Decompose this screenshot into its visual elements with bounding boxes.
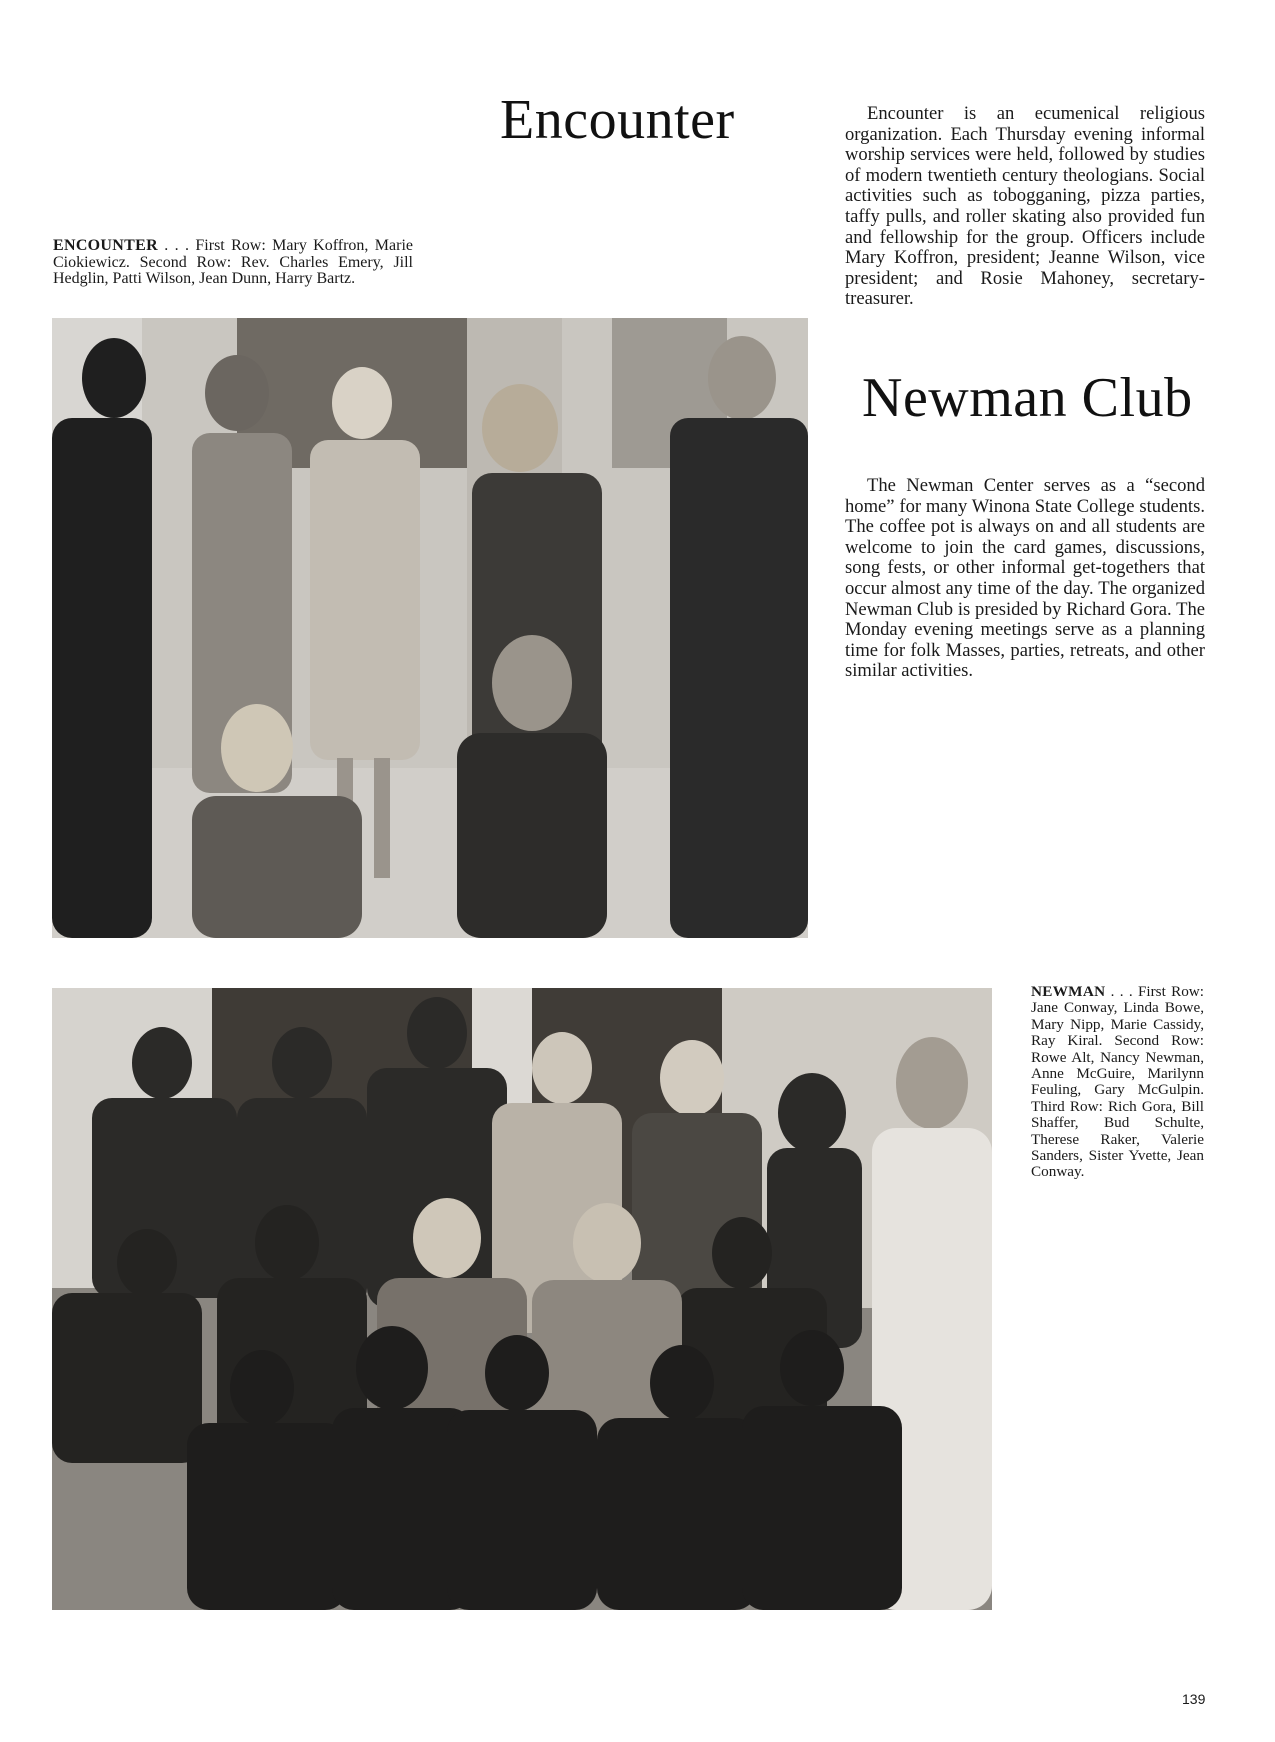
encounter-caption-label: ENCOUNTER: [53, 237, 158, 254]
newman-caption-label: NEWMAN: [1031, 983, 1106, 1000]
newman-photo-image: [52, 988, 992, 1610]
newman-description: The Newman Center serves as a “second home” for many Winona State College students. The coffee pot is always on and all students are welcome to join the card games, discussions, song fests, or other informal get-togethers that occur almost any time of the day. The organized Newman Club is presided by Richard Gora. The Monday evening meetings serve as a planning time for folk Masses, parties, retreats, and other similar activities.: [845, 475, 1205, 682]
encounter-description: Encounter is an ecumenical religious organization. Each Thursday evening informal worship services were held, followed by studies of modern twentieth century theologians. Social activities such as tobogganing, pizza parties, taffy pulls, and roller skating also provided fun and fellowship for the group. Officers include Mary Koffron, president; Jeanne Wilson, vice president; and Rosie Mahoney, secretary-treasurer.: [845, 103, 1205, 310]
newman-group-photo: [52, 988, 992, 1610]
encounter-caption-text: . . . First Row: Mary Koffron, Marie Ciokiewicz. Second Row: Rev. Charles Emery, Jill Hedglin, Patti Wilson, Jean Dunn, Harry Bartz.: [53, 237, 413, 288]
encounter-photo-image: [52, 318, 808, 938]
newman-caption-text: . . . First Row: Jane Conway, Linda Bowe, Mary Nipp, Marie Cassidy, Ray Kiral. Second Row: Rowe Alt, Nancy Newman, Anne McGuire, Marilynn Feuling, Gary McGulpin. Third Row: Rich Gora, Bill Shaffer, Bud Schulte, Therese Raker, Valerie Sanders, Sister Yvette, Jean Conway.: [1031, 983, 1204, 1181]
encounter-title: Encounter: [500, 89, 735, 151]
encounter-caption: [53, 238, 413, 288]
newman-caption: [1031, 984, 1204, 1181]
encounter-group-photo: [52, 318, 808, 938]
newman-club-title: Newman Club: [862, 367, 1193, 429]
page-number: 139: [1182, 1691, 1206, 1707]
